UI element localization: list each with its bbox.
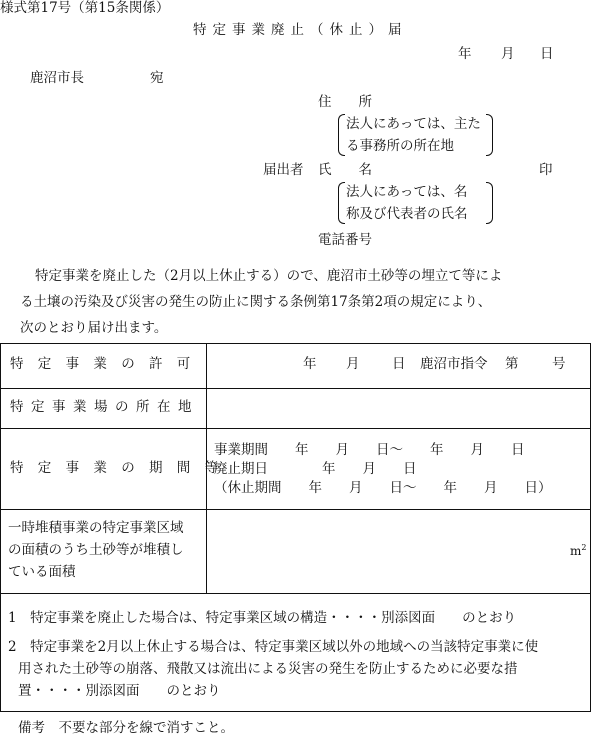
note-2-line3: 置・・・・別添図面 のとおり: [18, 683, 221, 699]
row-period-abolition-date: 廃止期日 年 月 日: [214, 461, 417, 477]
row-permit-designation: 鹿沼市指令: [420, 356, 488, 372]
date-year: 年: [458, 46, 472, 62]
address-note-line2: る事務所の所在地: [346, 138, 454, 154]
table-divider-2: [0, 428, 591, 429]
table-divider-3: [0, 509, 591, 510]
date-day: 日: [540, 46, 554, 62]
row-area-unit-sup: 2: [581, 543, 587, 552]
form-number: 様式第17号（第15条関係）: [0, 0, 170, 16]
note-1: 1 特定事業を廃止した場合は、特定事業区域の構造・・・・別添図面 のとおり: [8, 610, 517, 626]
row-permit-year: 年: [303, 356, 317, 372]
row-area-label-line3: ている面積: [8, 564, 76, 580]
table-border-bottom: [0, 711, 591, 712]
filer-label: 届出者: [263, 162, 304, 178]
body-line-3: 次のとおり届け出ます。: [20, 320, 168, 336]
name-note-line1: 法人にあっては、名: [346, 184, 468, 200]
row-period-label: 特定事業の期間等: [10, 460, 233, 476]
address-note-line1: 法人にあっては、主た: [346, 116, 481, 132]
table-border-top: [0, 343, 591, 344]
name-label: 氏 名: [318, 162, 372, 178]
body-line-2: る土壌の汚染及び災害の発生の防止に関する条例第17条第2項の規定により、: [20, 294, 492, 310]
phone-label: 電話番号: [318, 232, 372, 248]
row-location-label: 特定事業場の所在地: [10, 399, 199, 415]
date-month: 月: [501, 46, 515, 62]
table-divider-4: [0, 593, 591, 594]
row-area-label-line2: の面積のうち土砂等が堆積し: [8, 542, 184, 558]
row-area-unit-m: m: [570, 544, 582, 558]
address-label: 住 所: [318, 94, 372, 110]
addressee-mayor: 鹿沼市長: [30, 70, 84, 86]
row-permit-day: 日: [392, 356, 406, 372]
note-2-line2: 用された土砂等の崩落、飛散又は流出による災害の発生を防止するために必要な措: [18, 661, 518, 677]
row-permit-no-prefix: 第: [505, 356, 519, 372]
row-period-business-period: 事業期間 年 月 日～ 年 月 日: [214, 442, 525, 458]
row-permit-no-suffix: 号: [552, 356, 566, 372]
table-border-left: [0, 343, 1, 711]
name-note-bracket-left: [338, 182, 345, 224]
addressee-honorific: 宛: [150, 70, 164, 86]
row-period-suspension-period: （休止期間 年 月 日～ 年 月 日）: [214, 480, 552, 496]
name-note-bracket-right: [486, 182, 493, 224]
row-area-label-line1: 一時堆積事業の特定事業区域: [8, 520, 184, 536]
form-title: 特定事業廃止（休止）届: [193, 22, 408, 38]
row-permit-month: 月: [346, 356, 360, 372]
row-area-unit: [570, 544, 586, 557]
address-note-bracket-left: [338, 114, 345, 156]
table-divider-1: [0, 388, 591, 389]
note-2-line1: 2 特定事業を2月以上休止する場合は、特定事業区域以外の地域への当該特定事業に使: [8, 639, 539, 655]
body-line-1: 特定事業を廃止した（2月以上休止する）ので、鹿沼市土砂等の埋立て等によ: [35, 268, 503, 284]
remarks: 備考 不要な部分を線で消すこと。: [18, 720, 234, 736]
row-permit-label: 特定事業の許可: [10, 356, 205, 372]
name-note-line2: 称及び代表者の氏名: [346, 206, 468, 222]
address-note-bracket-right: [486, 114, 493, 156]
seal-mark: 印: [539, 162, 553, 178]
